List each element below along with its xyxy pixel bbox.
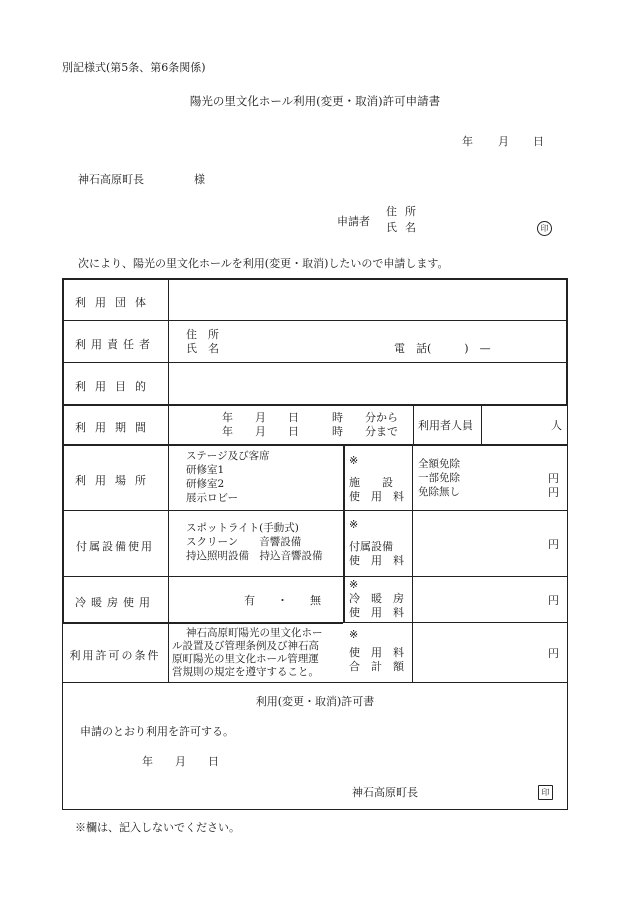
recipient: 神石高原町長 (78, 173, 144, 186)
resp-address-label: 住 所 (186, 328, 219, 341)
place-option-room2: 研修室2 (186, 478, 225, 490)
conditions-label: 利用許可の条件 (69, 649, 161, 662)
exemption-full: 全額免除 (418, 458, 460, 470)
place-option-lobby: 展示ロビー (186, 492, 239, 504)
honorific: 様 (194, 173, 205, 186)
facility-fee-label-2: 使 用 料 (349, 490, 404, 503)
users-unit: 人 (551, 419, 562, 432)
responsible-label: 利用責任者 (75, 338, 155, 351)
resp-name-label: 氏 名 (186, 342, 219, 355)
form-title: 陽光の里文化ホール利用(変更・取消)許可申請書 (189, 94, 441, 108)
conditions-text-3: 原町陽光の里文化ホール管理運 (172, 653, 319, 665)
yen-unit: 円 (548, 594, 559, 607)
users-count-label: 利用者人員 (418, 419, 473, 432)
equipment-fee-label-2: 使 用 料 (349, 554, 404, 567)
conditions-text-1: 神石高原町陽光の里文化ホー (186, 627, 323, 639)
place-label: 利用場所 (75, 474, 155, 487)
exemption-partial: 一部免除 (418, 472, 460, 484)
conditions-text-4: 営規則の規定を遵守すること。 (172, 666, 319, 678)
office-mark: ※ (349, 518, 359, 531)
equipment-label: 付属設備使用 (76, 540, 154, 553)
phone-label: 電 話( ) — (394, 342, 491, 355)
equipment-fee-label-1: 付属設備 (349, 540, 393, 553)
office-mark: ※ (349, 628, 359, 641)
yen-unit: 円 (548, 472, 559, 485)
aircon-fee-label-1: 冷 暖 房 (349, 592, 404, 605)
permit-date: 年 月 日 (142, 755, 219, 768)
address-label: 住所 (386, 205, 424, 218)
applicant-label: 申請者 (337, 215, 370, 228)
office-mark: ※ (349, 454, 359, 467)
aircon-fee-label-2: 使 用 料 (349, 606, 404, 619)
organization-label: 利用団体 (75, 296, 155, 309)
period-from: 年 月 日 時 分から (222, 411, 398, 424)
date-day-label: 日 (533, 135, 544, 148)
exemption-none: 免除無し (418, 486, 460, 498)
period-label: 利用期間 (75, 421, 155, 434)
form-number: 別記様式(第5条、第6条関係) (62, 61, 206, 74)
office-mark: ※ (349, 578, 359, 591)
yen-unit: 円 (548, 486, 559, 499)
equipment-carryin: 持込照明設備 持込音響設備 (186, 550, 323, 562)
aircon-choice: 有 ・ 無 (244, 594, 321, 607)
period-to: 年 月 日 時 分まで (222, 425, 398, 438)
place-option-room1: 研修室1 (186, 464, 225, 476)
equipment-screen-sound: スクリーン 音響設備 (186, 536, 302, 548)
total-fee-label-2: 合 計 額 (349, 660, 404, 673)
footnote: ※欄は、記入しないでください。 (75, 821, 240, 834)
permit-text: 申請のとおり利用を許可する。 (80, 725, 234, 738)
intro-text: 次により、陽光の里文化ホールを利用(変更・取消)したいので申請します。 (78, 257, 449, 270)
yen-unit: 円 (548, 538, 559, 551)
total-fee-label-1: 使 用 料 (349, 646, 404, 659)
facility-fee-label-1: 施 設 (349, 476, 393, 489)
seal-icon: 印 (538, 785, 553, 800)
aircon-label: 冷暖房使用 (75, 596, 155, 609)
place-option-stage: ステージ及び客席 (186, 450, 270, 462)
date-month-label: 月 (498, 135, 509, 148)
purpose-label: 利用目的 (75, 380, 155, 393)
seal-icon: 印 (537, 221, 552, 236)
equipment-spotlight: スポットライト(手動式) (186, 522, 299, 534)
date-year-label: 年 (462, 135, 473, 148)
yen-unit: 円 (548, 647, 559, 660)
permit-title: 利用(変更・取消)許可書 (255, 695, 375, 708)
permit-issuer: 神石高原町長 (352, 786, 418, 799)
conditions-text-2: ル設置及び管理条例及び神石高 (172, 640, 319, 652)
name-label: 氏名 (386, 221, 424, 234)
